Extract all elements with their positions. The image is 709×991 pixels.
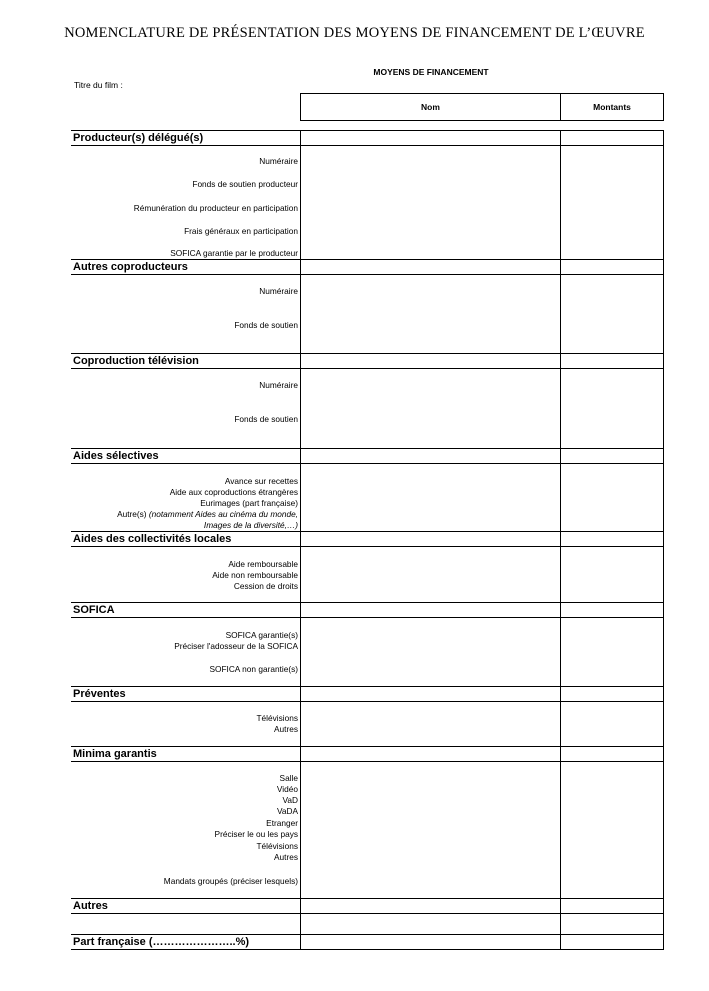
financing-heading: MOYENS DE FINANCEMENT xyxy=(373,67,489,77)
item-adosseur: Préciser l'adosseur de la SOFICA xyxy=(174,641,298,651)
film-title-label: Titre du film : xyxy=(74,80,123,90)
section-sofica: SOFICA xyxy=(71,602,300,618)
rule xyxy=(300,913,664,914)
item-mandats-groupes: Mandats groupés (préciser lesquels) xyxy=(163,876,298,886)
item-autres-aides xyxy=(117,509,298,520)
item-numeraire: Numéraire xyxy=(259,156,298,166)
amount-column-left-border xyxy=(560,130,561,950)
item-televisions: Télévisions xyxy=(256,713,298,723)
item-vad: VaD xyxy=(282,795,298,805)
rule xyxy=(300,934,664,935)
section-coproducteurs: Autres coproducteurs xyxy=(71,259,300,275)
item-numeraire: Numéraire xyxy=(259,286,298,296)
item-aide-remboursable: Aide remboursable xyxy=(228,559,298,569)
rule xyxy=(300,463,664,464)
item-cession-droits: Cession de droits xyxy=(233,581,298,591)
section-preventes: Préventes xyxy=(71,686,300,702)
rule xyxy=(300,448,664,449)
item-sofica-garanties: SOFICA garantie(s) xyxy=(225,630,298,640)
column-header-name: Nom xyxy=(300,93,561,121)
section-aides-selectives: Aides sélectives xyxy=(71,448,300,464)
rule xyxy=(300,686,664,687)
item-autres: Autres xyxy=(274,852,298,862)
rule xyxy=(300,274,664,275)
item-autres: Autres xyxy=(274,724,298,734)
rule xyxy=(300,746,664,747)
column-header-amount: Montants xyxy=(560,93,664,121)
section-television: Coproduction télévision xyxy=(71,353,300,369)
section-autres: Autres xyxy=(71,898,300,914)
document-title: NOMENCLATURE DE PRÉSENTATION DES MOYENS DE FINANCEMENT DE L’ŒUVRE xyxy=(64,25,645,41)
section-producteurs: Producteur(s) délégué(s) xyxy=(71,130,300,146)
item-sofica-garantie-producteur: SOFICA garantie par le producteur xyxy=(170,248,298,258)
item-aide-non-remboursable: Aide non remboursable xyxy=(212,570,298,580)
rule xyxy=(300,701,664,702)
item-avance-recettes: Avance sur recettes xyxy=(224,476,298,486)
item-aide-coproductions: Aide aux coproductions étrangères xyxy=(169,487,298,497)
section-collectivites: Aides des collectivités locales xyxy=(71,531,300,547)
item-televisions: Télévisions xyxy=(256,841,298,851)
rule xyxy=(300,368,664,369)
rule xyxy=(300,130,664,131)
item-vada: VaDA xyxy=(276,806,298,816)
item-pays: Préciser le ou les pays xyxy=(214,829,298,839)
rule xyxy=(300,546,664,547)
autres-note: (notamment Aides au cinéma du monde, xyxy=(148,509,298,519)
rule xyxy=(300,145,664,146)
rule xyxy=(300,949,664,950)
item-autres-aides-cont xyxy=(204,520,298,531)
name-column-left-border xyxy=(300,130,301,950)
item-etranger: Etranger xyxy=(266,818,298,828)
rule xyxy=(300,353,664,354)
autres-note-cont: Images de la diversité,…) xyxy=(203,520,298,530)
item-numeraire: Numéraire xyxy=(259,380,298,390)
rule xyxy=(300,761,664,762)
item-sofica-non-garanties: SOFICA non garantie(s) xyxy=(209,664,298,674)
item-fonds-soutien: Fonds de soutien xyxy=(234,320,298,330)
rule xyxy=(300,602,664,603)
item-eurimages: Eurimages (part française) xyxy=(200,498,298,508)
rule xyxy=(300,259,664,260)
item-fonds-soutien: Fonds de soutien xyxy=(234,414,298,424)
rule xyxy=(300,531,664,532)
item-remuneration: Rémunération du producteur en participation xyxy=(133,203,298,213)
rule xyxy=(300,898,664,899)
item-salle: Salle xyxy=(279,773,298,783)
item-video: Vidéo xyxy=(276,784,298,794)
rule xyxy=(300,617,664,618)
section-part-francaise: Part française (…………………..%) xyxy=(71,934,300,950)
item-frais-generaux: Frais généraux en participation xyxy=(184,226,298,236)
autres-prefix: Autre(s) xyxy=(117,509,149,519)
item-fonds-soutien-producteur: Fonds de soutien producteur xyxy=(192,179,298,189)
section-minima: Minima garantis xyxy=(71,746,300,762)
table-right-border xyxy=(663,130,664,950)
